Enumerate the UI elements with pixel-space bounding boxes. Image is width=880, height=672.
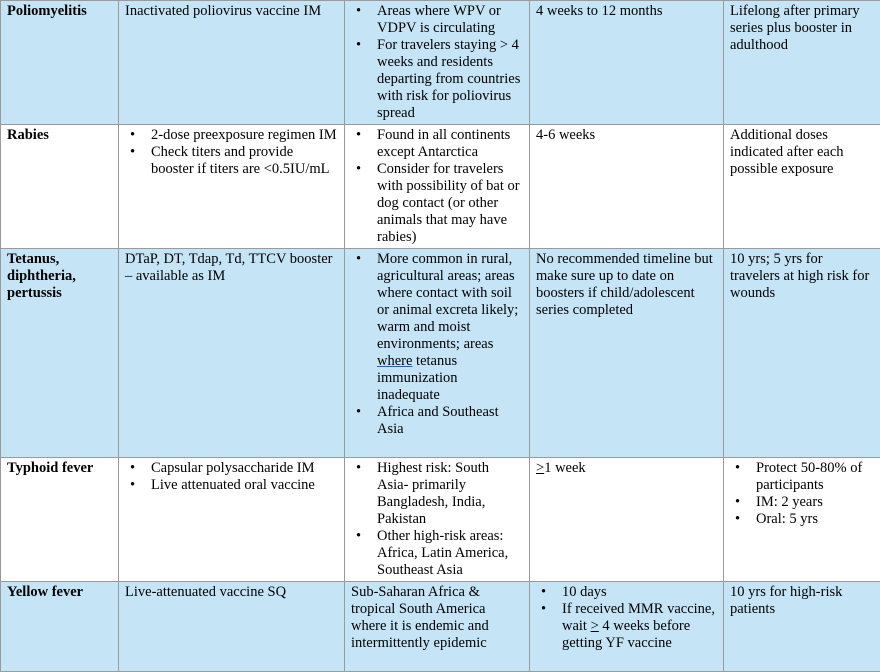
vaccine-cell: Inactivated poliovirus vaccine IM — [119, 1, 345, 125]
timing-cell: 4-6 weeks — [530, 125, 724, 249]
duration-cell: 10 yrs; 5 yrs for travelers at high risk for wounds — [724, 249, 880, 458]
timing-cell: No recommended timeline but make sure up to date on boosters if child/adolescent series completed — [530, 249, 724, 458]
duration-cell: 10 yrs for high-risk patients — [724, 582, 880, 672]
table-row — [1, 125, 880, 249]
disease-name: Typhoid fever — [1, 458, 119, 582]
duration-cell: Lifelong after primary series plus booster in adulthood — [724, 1, 880, 125]
list-item: • Other high-risk areas: Africa, Latin America, Southeast Asia — [377, 528, 523, 579]
list-item: • Highest risk: South Asia- primarily Bangladesh, India, Pakistan — [377, 460, 523, 528]
list-item: • Protect 50-80% of participants — [756, 460, 874, 494]
table-row — [1, 458, 880, 582]
list-item: • Consider for travelers with possibility of bat or dog contact (or other animals that may have rabies) — [377, 161, 523, 246]
risk-cell: Sub-Saharan Africa & tropical South America where it is endemic and intermittently epidemic — [345, 582, 530, 672]
list-item: • Live attenuated oral vaccine — [151, 477, 338, 494]
timing-cell — [530, 582, 724, 672]
risk-cell — [345, 125, 530, 249]
list-item: • Check titers and provide booster if titers are <0.5IU/mL — [151, 144, 338, 178]
vaccine-cell — [119, 125, 345, 249]
disease-name: Yellow fever — [1, 582, 119, 672]
list-item: • IM: 2 years — [756, 494, 874, 511]
table-row — [1, 1, 880, 125]
vaccine-cell — [119, 458, 345, 582]
list-item: • Capsular polysaccharide IM — [151, 460, 338, 477]
list-item: • 10 days — [562, 584, 717, 601]
list-item: • Africa and Southeast Asia — [377, 404, 523, 438]
timing-cell: >1 week — [530, 458, 724, 582]
table-row — [1, 582, 880, 672]
risk-cell — [345, 249, 530, 458]
vaccine-cell: Live-attenuated vaccine SQ — [119, 582, 345, 672]
disease-name: Tetanus, diphtheria, pertussis — [1, 249, 119, 458]
list-item: • Found in all continents except Antarctica — [377, 127, 523, 161]
table-row — [1, 249, 880, 458]
list-item: • For travelers staying > 4 weeks and residents departing from countries with risk for poliovirus spread — [377, 37, 523, 122]
list-item: • 2-dose preexposure regimen IM — [151, 127, 338, 144]
timing-cell: 4 weeks to 12 months — [530, 1, 724, 125]
vaccine-cell: DTaP, DT, Tdap, Td, TTCV booster – available as IM — [119, 249, 345, 458]
disease-name: Rabies — [1, 125, 119, 249]
list-item: • Areas where WPV or VDPV is circulating — [377, 3, 523, 37]
list-item: • More common in rural, agricultural areas; areas where contact with soil or animal excreta likely; warm and moist environments; areas where tetanus immunization inadequate — [377, 251, 523, 404]
disease-name: Poliomyelitis — [1, 1, 119, 125]
duration-cell — [724, 458, 880, 582]
duration-cell: Additional doses indicated after each possible exposure — [724, 125, 880, 249]
risk-cell — [345, 458, 530, 582]
list-item: • Oral: 5 yrs — [756, 511, 874, 528]
list-item: • If received MMR vaccine, wait > 4 weeks before getting YF vaccine — [562, 601, 717, 652]
risk-cell — [345, 1, 530, 125]
